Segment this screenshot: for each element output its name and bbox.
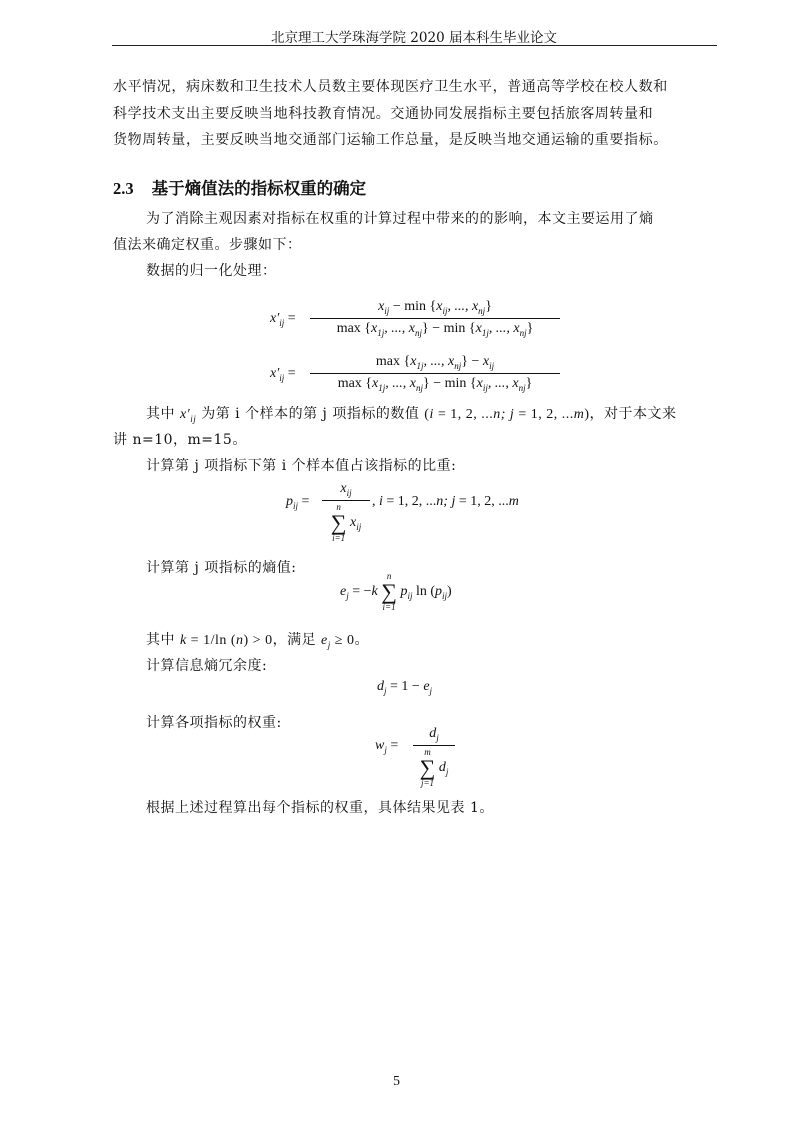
k-suffix: ，满足 — [272, 632, 317, 648]
paragraph-line-1: 为了消除主观因素对指标在权重的计算过程中带来的的影响，本文主要运用了熵 — [146, 211, 654, 227]
formula-normalize-positive-lhs: $x'_{ij}$ = — [270, 311, 296, 328]
normalize-label: 数据的归一化处理： — [146, 263, 277, 279]
proportion-label: 计算第 j 项指标下第 i 个样本值占该指标的比重: — [146, 458, 457, 474]
where-line-2: 讲 n=10，m=15。 — [113, 432, 247, 448]
formula-entropy: $e_j = -k$ n ∑ i=1 $p_{ij}$ $\ln (p_{ij})$ — [340, 571, 452, 612]
intro-line-2: 科学技术支出主要反映当地科技教育情况。交通协同发展指标主要包括旅客周转量和 — [113, 105, 654, 122]
redundancy-label: 计算信息熵冗余度: — [146, 658, 268, 674]
header-rule — [112, 45, 717, 46]
page-header: 北京理工大学珠海学院 2020 届本科生毕业论文 — [271, 30, 557, 46]
where-prefix: 其中 — [146, 406, 175, 422]
weight-label: 计算各项指标的权重: — [146, 715, 282, 731]
where-mid: 为第 i 个样本的第 j 项指标的数值 — [201, 406, 420, 422]
entropy-label: 计算第 j 项指标的熵值: — [146, 560, 297, 576]
k-formula: k = 1/ln (n) > 0 — [179, 633, 273, 648]
section-title: 基于熵值法的指标权重的确定 — [151, 179, 367, 198]
formula-weight-lhs: $w_j$ = — [375, 738, 399, 755]
formula-weight-fraction: $d_j$ m ∑ j=1 $d_j$ — [413, 726, 455, 788]
where-suffix: ，对于本文来 — [589, 406, 677, 422]
intro-line-1: 水平情况，病床数和卫生技术人员数主要体现医疗卫生水平，普通高等学校在校人数和 — [113, 79, 668, 95]
conclusion-line: 根据上述过程算出每个指标的权重，具体结果见表 1。 — [146, 800, 494, 816]
intro-paragraph — [113, 74, 717, 154]
k-end: 。 — [354, 632, 369, 648]
formula-proportion-lhs: $p_{ij}$ = — [286, 494, 310, 511]
formula-normalize-positive: $x_{ij} - \min \{x_{ij}$, ..., $x_{nj}$} $\max \{x_{1j}$, ..., $x_{nj}\} - \min \{x_{1j}$, ..., $x_{nj}$} — [310, 299, 560, 338]
formula-proportion-fraction: $x_{ij}$ n ∑ i=1 $x_{ij}$ — [322, 481, 370, 543]
formula-normalize-negative: $\max \{x_{1j}$, ..., $x_{nj}\} - x_{ij}$ $\max \{x_{1j}$, ..., $x_{nj}\} - \min \{x_{ij}$, ..., $x_{nj}$} — [310, 354, 560, 393]
intro-line-3: 货物周转量，主要反映当地交通部门运输工作总量，是反映当地交通运输的重要指标。 — [113, 132, 668, 148]
formula-redundancy: $d_j = 1 - e_j$ — [377, 679, 433, 696]
k-prefix: 其中 — [146, 632, 175, 648]
where-definition-line — [146, 403, 677, 424]
where-variable: $x'_{ij}$ — [179, 407, 197, 424]
section-number: 2.3 — [113, 179, 134, 198]
formula-normalize-negative-lhs: $x'_{ij}$ = — [270, 366, 296, 383]
page-number: 5 — [393, 1074, 400, 1089]
k-condition: $e_j \ge 0$ — [321, 633, 355, 650]
paragraph-line-2: 值法来确定权重。步骤如下： — [113, 237, 302, 253]
formula-proportion-range: , i = 1, 2, ...n; j = 1, 2, ...m — [372, 494, 519, 509]
section-heading — [113, 175, 366, 199]
k-definition-line — [146, 629, 369, 650]
where-range: (i = 1, 2, ...n; j = 1, 2, ...m) — [424, 407, 590, 422]
